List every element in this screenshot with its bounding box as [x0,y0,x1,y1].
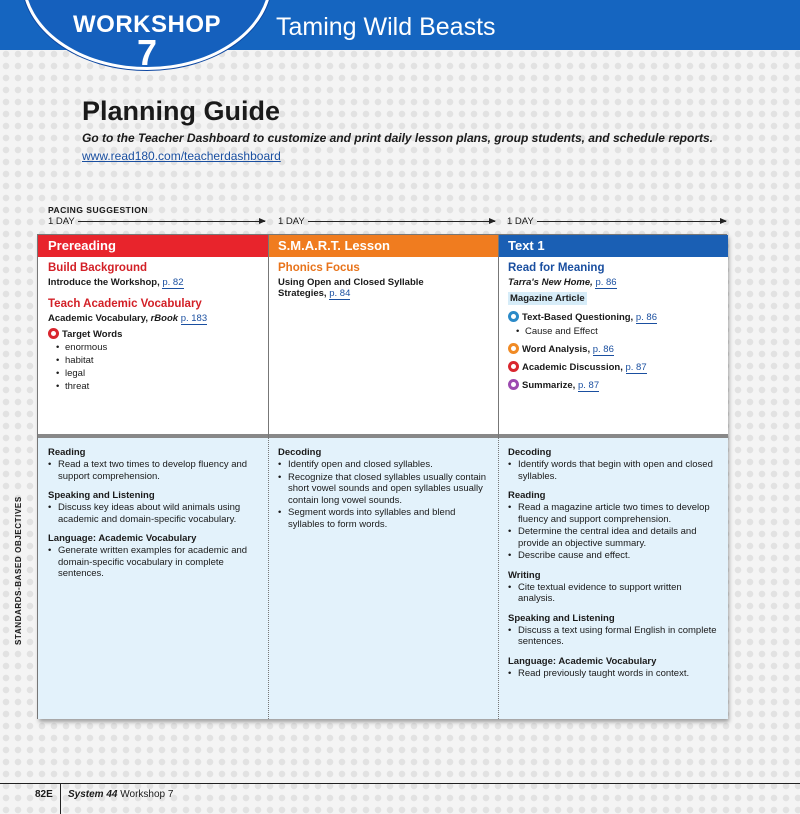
book-name: rBook [150,313,179,324]
magazine-tag-row [508,293,722,304]
column-divider [498,235,499,438]
standards-side-label: STANDARDS-BASED OBJECTIVES [14,496,23,645]
lesson-label: Introduce the Workshop, [48,277,160,288]
target-word: • enormous [52,342,262,353]
activity-label: Summarize, [522,380,576,391]
target-word: • threat [52,381,262,392]
column-header: Text 1 [498,235,728,257]
objective-heading: Language: Academic Vocabulary [48,533,197,544]
page-title: Planning Guide [82,96,281,126]
objectives-divider [268,438,269,719]
objective-item: • Read previously taught words in context. [508,668,720,680]
footer-divider [60,783,61,814]
objective-heading: Writing [508,569,541,581]
pacing-arrow-3 [537,221,726,222]
activity-label: Text-Based Questioning, [522,312,634,323]
objective-heading: Speaking and Listening [48,490,155,501]
lesson-line: Using Open and Closed Syllable [278,277,424,288]
objective-heading: Reading [48,447,86,458]
activity-row [508,379,722,391]
footer-program [68,789,173,800]
objective-heading: Language: Academic Vocabulary [508,655,657,667]
page-link[interactable]: p. 86 [592,344,614,355]
lesson-line [48,313,262,324]
discussion-icon [508,361,519,372]
workshop-word: WORKSHOP [73,11,221,38]
section-heading: Build Background [48,262,148,274]
target-word: • habitat [52,355,262,366]
target-word-list [52,342,262,392]
activity-label: Academic Discussion, [522,362,623,373]
column-lessons [38,257,268,438]
page-link[interactable]: p. 86 [595,277,617,288]
objective-item: • Identify words that begin with open and closed syllables. [508,459,720,482]
workshop-title: Taming Wild Beasts [276,13,496,41]
objectives-cell [268,438,498,719]
pacing-arrow-2 [308,221,495,222]
target-word: • legal [52,368,262,379]
objective-item: • Read a magazine article two times to develop fluency and support comprehension. [508,502,720,525]
system-name: System 44 [68,789,118,800]
objectives-divider [498,438,499,719]
workshop-number: 7 [136,32,158,73]
column-lessons [268,257,498,438]
page-link[interactable]: p. 183 [180,313,208,324]
activity-sub-item: • Cause and Effect [512,326,722,337]
target-words-label: Target Words [62,329,123,340]
section-heading: Read for Meaning [508,262,605,274]
planning-grid [37,234,727,719]
teacher-dashboard-link[interactable]: www.read180.com/teacherdashboard [82,149,281,163]
activity-label: Word Analysis, [522,344,591,355]
objective-heading: Decoding [278,447,322,458]
objective-item: • Identify open and closed syllables. [278,459,490,471]
activity-row [508,361,722,373]
page-link[interactable]: p. 87 [625,362,647,373]
activity-row [508,311,722,323]
objective-item: • Cite textual evidence to support written analysis. [508,582,720,605]
objective-item: • Determine the central idea and details and provide an objective summary. [508,526,720,549]
lesson-line [508,277,722,288]
pacing-day-1: 1 DAY [48,216,75,227]
objective-item: • Recognize that closed syllables usually contain short vowel sounds and open syllables usually contain long vowel sounds. [278,472,490,507]
lesson-label: Academic Vocabulary, [48,313,148,324]
objective-item: • Discuss a text using formal English in complete sentences. [508,625,720,648]
objectives-cell [498,438,728,719]
page-number: 82E [35,789,53,800]
page-link[interactable]: p. 82 [162,277,184,288]
activity-row [508,343,722,355]
section-heading: Phonics Focus [278,262,360,274]
magazine-article-tag: Magazine Article [510,293,585,304]
questioning-icon [508,311,519,322]
column-lessons [498,257,728,438]
objective-item: • Discuss key ideas about wild animals using academic and domain-specific vocabulary. [48,502,260,525]
book-title: Tarra's New Home, [508,277,593,288]
lesson-label: Strategies, [278,288,327,299]
pacing-label: PACING SUGGESTION [48,205,148,215]
word-analysis-icon [508,343,519,354]
objective-item: • Generate written examples for academic and domain-specific vocabulary in complete sentences. [48,545,260,580]
objective-heading: Reading [508,490,546,501]
page-link[interactable]: p. 87 [577,380,600,391]
page-link[interactable]: p. 86 [635,312,657,323]
objective-item: • Read a text two times to develop fluency and support comprehension. [48,459,260,482]
intro-text: Go to the Teacher Dashboard to customize and print daily lesson plans, group students, and schedule reports. [82,131,713,145]
footer-workshop: Workshop 7 [120,789,174,800]
column-header: S.M.A.R.T. Lesson [268,235,498,257]
target-icon [48,328,59,339]
lesson-line [278,288,492,299]
pacing-arrow-1 [78,221,265,222]
column-header: Prereading [38,235,268,257]
objective-item: • Segment words into syllables and blend syllables to form words. [278,507,490,530]
pacing-day-3: 1 DAY [507,216,534,227]
objective-heading: Speaking and Listening [508,612,615,624]
section-heading: Teach Academic Vocabulary [48,298,202,310]
objective-item: • Describe cause and effect. [508,550,720,562]
objectives-cell [38,438,268,719]
pacing-day-2: 1 DAY [278,216,305,227]
objective-heading: Decoding [508,447,552,458]
footer-rule [0,783,800,784]
target-words-heading [48,328,262,340]
summarize-icon [508,379,519,390]
column-divider [268,235,269,438]
lesson-line [48,277,262,288]
page-link[interactable]: p. 84 [329,288,351,299]
